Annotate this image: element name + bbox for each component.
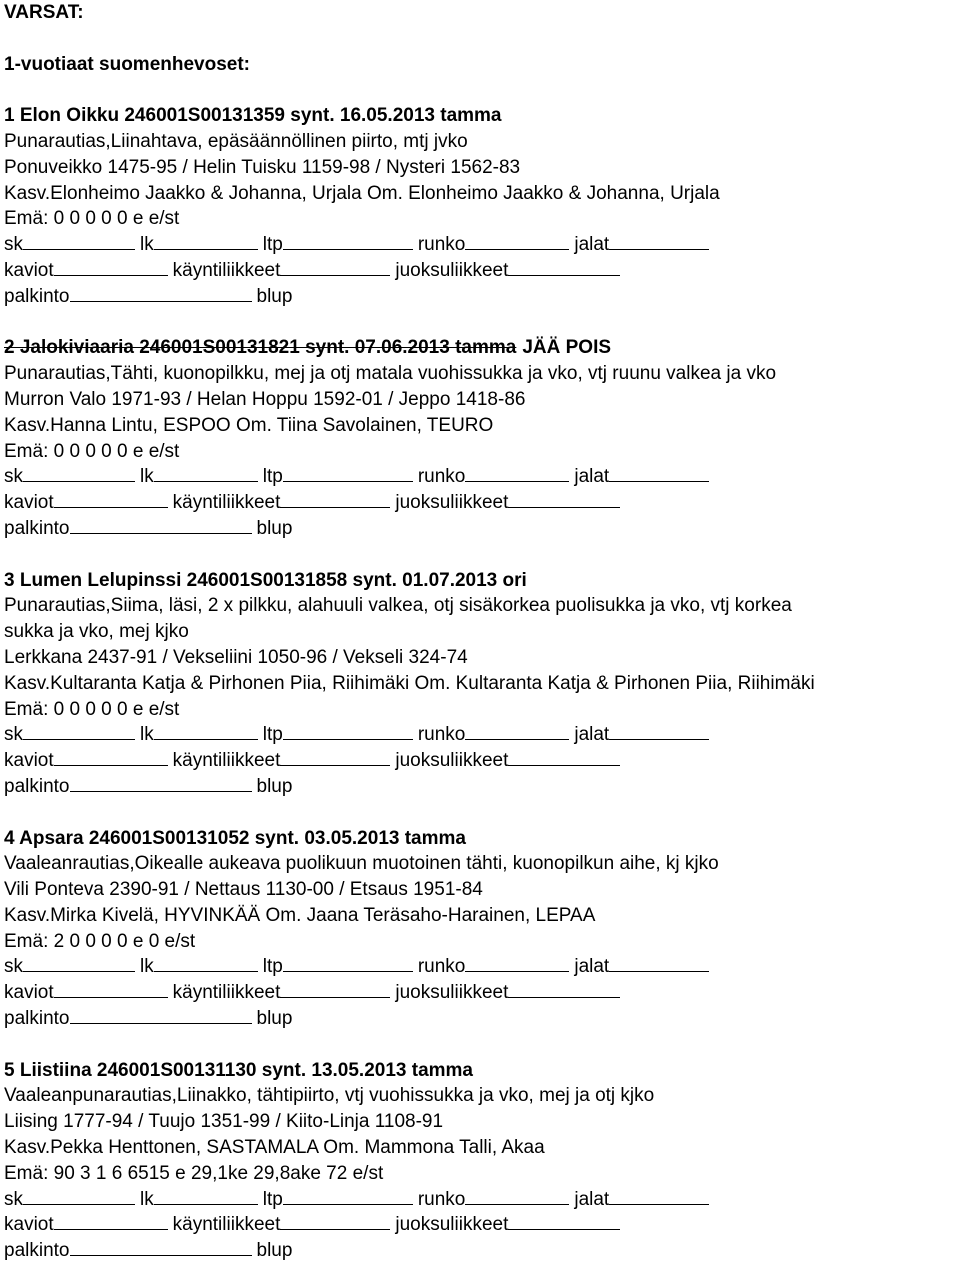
- score-row-movement: [4, 1212, 956, 1238]
- horse-title: [4, 103, 956, 129]
- field-label-jalat: jalat: [574, 724, 610, 746]
- field-label-kaviot: kaviot: [4, 750, 54, 772]
- field-label-lk: lk: [140, 956, 154, 978]
- blank-line: [154, 722, 258, 740]
- blank-line: [609, 722, 709, 740]
- field-label-juoksuliikkeet: juoksuliikkeet: [395, 982, 509, 1004]
- horse-entry: [4, 568, 956, 826]
- field-label-kaviot: kaviot: [4, 1214, 54, 1236]
- field-label-kaviot: kaviot: [4, 259, 54, 281]
- score-row-structure: [4, 1187, 956, 1213]
- score-row-result: [4, 774, 956, 800]
- horse-info-line: Punarautias,Liinahtava, epäsäännöllinen piirto, mtj jvko: [4, 130, 468, 152]
- document-page: [4, 0, 956, 1264]
- horse-title: [4, 1058, 956, 1084]
- blank-line: [283, 722, 413, 740]
- field-label-juoksuliikkeet: juoksuliikkeet: [395, 259, 509, 281]
- field-label-palkinto: palkinto: [4, 1008, 70, 1030]
- blank-line: [54, 1212, 168, 1230]
- blank-line: [508, 1212, 620, 1230]
- field-label-sk: sk: [4, 724, 23, 746]
- blank-line: [465, 954, 569, 972]
- field-label-juoksuliikkeet: juoksuliikkeet: [395, 750, 509, 772]
- horse-info-line: Punarautias,Siima, läsi, 2 x pilkku, alahuuli valkea, otj sisäkorkea puolisukka ja vko, vtj korkea: [4, 595, 792, 617]
- field-label-sk: sk: [4, 956, 23, 978]
- score-row-result: [4, 516, 956, 542]
- spacer: [4, 310, 956, 336]
- field-label-sk: sk: [4, 234, 23, 256]
- blank-line: [465, 1187, 569, 1205]
- field-label-palkinto: palkinto: [4, 775, 70, 797]
- blank-line: [70, 774, 252, 792]
- score-row-structure: [4, 464, 956, 490]
- score-row-movement: [4, 258, 956, 284]
- blank-line: [154, 232, 258, 250]
- spacer: [4, 77, 956, 103]
- horse-title-text: 1 Elon Oikku 246001S00131359 synt. 16.05.2013 tamma: [4, 105, 502, 127]
- horse-entry: [4, 826, 956, 1058]
- score-row-result: [4, 1238, 956, 1264]
- horse-info-line: Lerkkana 2437-91 / Vekseliini 1050-96 / Vekseli 324-74: [4, 646, 468, 668]
- blank-line: [609, 232, 709, 250]
- blank-line: [508, 748, 620, 766]
- horse-title: [4, 826, 956, 852]
- blank-line: [54, 980, 168, 998]
- field-label-juoksuliikkeet: juoksuliikkeet: [395, 1214, 509, 1236]
- horse-title: [4, 335, 956, 361]
- score-row-result: [4, 284, 956, 310]
- blank-line: [609, 464, 709, 482]
- blank-line: [54, 490, 168, 508]
- field-label-lk: lk: [140, 724, 154, 746]
- horse-info-line: Kasv.Hanna Lintu, ESPOO Om. Tiina Savolainen, TEURO: [4, 414, 494, 436]
- field-label-sk: sk: [4, 466, 23, 488]
- blank-line: [508, 258, 620, 276]
- blank-line: [280, 980, 390, 998]
- blank-line: [23, 954, 135, 972]
- spacer: [4, 1032, 956, 1058]
- field-label-ltp: ltp: [262, 234, 283, 256]
- field-label-kayntiliikkeet: käyntiliikkeet: [172, 1214, 281, 1236]
- field-label-kayntiliikkeet: käyntiliikkeet: [172, 750, 281, 772]
- field-label-blup: blup: [256, 775, 293, 797]
- field-label-ltp: ltp: [262, 956, 283, 978]
- field-label-sk: sk: [4, 1188, 23, 1210]
- field-label-blup: blup: [256, 1240, 293, 1262]
- horse-info-line: Emä: 2 0 0 0 0 e 0 e/st: [4, 930, 196, 952]
- field-label-lk: lk: [140, 466, 154, 488]
- blank-line: [508, 980, 620, 998]
- horse-title-text: 3 Lumen Lelupinssi 246001S00131858 synt. 01.07.2013 ori: [4, 569, 527, 591]
- horse-title-text: 2 Jalokiviaaria 246001S00131821 synt. 07.06.2013 tamma: [4, 337, 517, 359]
- field-label-runko: runko: [417, 956, 466, 978]
- score-row-movement: [4, 748, 956, 774]
- blank-line: [280, 490, 390, 508]
- field-label-runko: runko: [417, 724, 466, 746]
- horse-info-line: Kasv.Kultaranta Katja & Pirhonen Piia, Riihimäki Om. Kultaranta Katja & Pirhonen Piia, Riihimäki: [4, 672, 815, 694]
- field-label-jalat: jalat: [574, 466, 610, 488]
- field-label-ltp: ltp: [262, 466, 283, 488]
- horse-info-line: Kasv.Pekka Henttonen, SASTAMALA Om. Mammona Talli, Akaa: [4, 1137, 545, 1159]
- field-label-palkinto: palkinto: [4, 1240, 70, 1262]
- horse-title-text: 5 Liistiina 246001S00131130 synt. 13.05.2013 tamma: [4, 1059, 473, 1081]
- field-label-kayntiliikkeet: käyntiliikkeet: [172, 492, 281, 514]
- horse-title: [4, 568, 956, 594]
- blank-line: [70, 284, 252, 302]
- field-label-lk: lk: [140, 234, 154, 256]
- blank-line: [283, 464, 413, 482]
- blank-line: [154, 464, 258, 482]
- horse-info-line: Ponuveikko 1475-95 / Helin Tuisku 1159-98 / Nysteri 1562-83: [4, 156, 521, 178]
- blank-line: [54, 748, 168, 766]
- spacer: [4, 542, 956, 568]
- spacer: [4, 800, 956, 826]
- field-label-runko: runko: [417, 1188, 466, 1210]
- field-label-juoksuliikkeet: juoksuliikkeet: [395, 492, 509, 514]
- score-row-result: [4, 1006, 956, 1032]
- blank-line: [23, 722, 135, 740]
- field-label-jalat: jalat: [574, 956, 610, 978]
- horse-info-line: Emä: 90 3 1 6 6515 e 29,1ke 29,8ake 72 e/st: [4, 1162, 384, 1184]
- blank-line: [465, 722, 569, 740]
- field-label-ltp: ltp: [262, 724, 283, 746]
- field-label-palkinto: palkinto: [4, 517, 70, 539]
- horse-info-line: Vaaleanrautias,Oikealle aukeava puolikuun muotoinen tähti, kuonopilkun aihe, kj kjko: [4, 853, 719, 875]
- horse-info-line: Liising 1777-94 / Tuujo 1351-99 / Kiito-Linja 1108-91: [4, 1111, 444, 1133]
- horse-entry: [4, 1058, 956, 1264]
- blank-line: [465, 232, 569, 250]
- blank-line: [283, 1187, 413, 1205]
- field-label-lk: lk: [140, 1188, 154, 1210]
- blank-line: [23, 232, 135, 250]
- horse-title-text: 4 Apsara 246001S00131052 synt. 03.05.2013 tamma: [4, 827, 466, 849]
- spacer: [4, 26, 956, 52]
- blank-line: [70, 1006, 252, 1024]
- horse-status-note: JÄÄ POIS: [522, 337, 612, 359]
- blank-line: [23, 1187, 135, 1205]
- blank-line: [609, 1187, 709, 1205]
- horse-info-line: Emä: 0 0 0 0 0 e e/st: [4, 440, 180, 462]
- score-row-movement: [4, 490, 956, 516]
- horse-entry: [4, 103, 956, 335]
- field-label-jalat: jalat: [574, 234, 610, 256]
- field-label-kaviot: kaviot: [4, 982, 54, 1004]
- blank-line: [280, 1212, 390, 1230]
- horse-list: [4, 103, 956, 1264]
- blank-line: [54, 258, 168, 276]
- field-label-blup: blup: [256, 1008, 293, 1030]
- blank-line: [154, 954, 258, 972]
- field-label-kaviot: kaviot: [4, 492, 54, 514]
- field-label-kayntiliikkeet: käyntiliikkeet: [172, 982, 281, 1004]
- page-heading: VARSAT:: [4, 2, 84, 23]
- horse-info-line: sukka ja vko, mej kjko: [4, 621, 189, 643]
- blank-line: [70, 516, 252, 534]
- horse-entry: [4, 335, 956, 567]
- horse-info-line: Vaaleanpunarautias,Liinakko, tähtipiirto, vtj vuohissukka ja vko, mej ja otj kjko: [4, 1085, 655, 1107]
- field-label-blup: blup: [256, 285, 293, 307]
- blank-line: [283, 232, 413, 250]
- blank-line: [609, 954, 709, 972]
- score-row-structure: [4, 722, 956, 748]
- blank-line: [465, 464, 569, 482]
- blank-line: [154, 1187, 258, 1205]
- field-label-ltp: ltp: [262, 1188, 283, 1210]
- blank-line: [280, 258, 390, 276]
- horse-info-line: Kasv.Elonheimo Jaakko & Johanna, Urjala Om. Elonheimo Jaakko & Johanna, Urjala: [4, 182, 720, 204]
- field-label-runko: runko: [417, 234, 466, 256]
- horse-info-line: Vili Ponteva 2390-91 / Nettaus 1130-00 / Etsaus 1951-84: [4, 879, 483, 901]
- field-label-palkinto: palkinto: [4, 285, 70, 307]
- horse-info-line: Kasv.Mirka Kivelä, HYVINKÄÄ Om. Jaana Teräsaho-Harainen, LEPAA: [4, 904, 596, 926]
- field-label-kayntiliikkeet: käyntiliikkeet: [172, 259, 281, 281]
- blank-line: [283, 954, 413, 972]
- blank-line: [280, 748, 390, 766]
- horse-info-line: Emä: 0 0 0 0 0 e e/st: [4, 698, 180, 720]
- horse-info-line: Emä: 0 0 0 0 0 e e/st: [4, 208, 180, 230]
- field-label-jalat: jalat: [574, 1188, 610, 1210]
- score-row-movement: [4, 980, 956, 1006]
- section-heading: 1-vuotiaat suomenhevoset:: [4, 53, 250, 75]
- blank-line: [508, 490, 620, 508]
- horse-info-line: Punarautias,Tähti, kuonopilkku, mej ja otj matala vuohissukka ja vko, vtj ruunu valkea ja vko: [4, 363, 777, 385]
- blank-line: [70, 1238, 252, 1256]
- field-label-runko: runko: [417, 466, 466, 488]
- field-label-blup: blup: [256, 517, 293, 539]
- horse-info-line: Murron Valo 1971-93 / Helan Hoppu 1592-01 / Jeppo 1418-86: [4, 388, 526, 410]
- score-row-structure: [4, 954, 956, 980]
- blank-line: [23, 464, 135, 482]
- score-row-structure: [4, 232, 956, 258]
